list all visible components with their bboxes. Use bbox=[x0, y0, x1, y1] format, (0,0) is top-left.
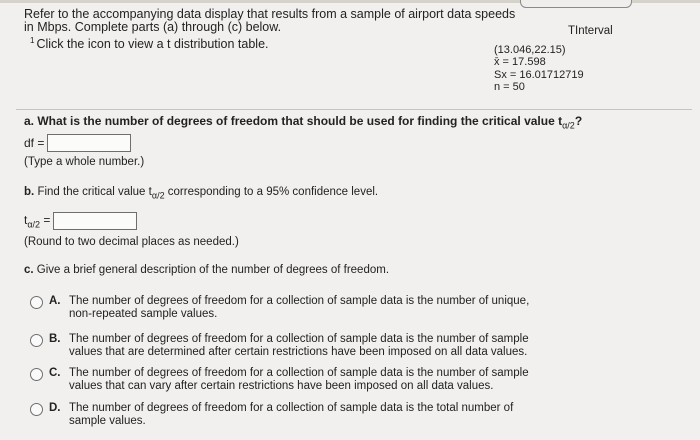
option-a-text: The number of degrees of freedom for a collection of sample data is the number of unique, non-repeated sample values. bbox=[69, 295, 530, 320]
option-c[interactable] bbox=[30, 367, 550, 393]
option-b-radio[interactable] bbox=[30, 334, 43, 347]
question-a bbox=[24, 114, 582, 130]
option-b-text: The number of degrees of freedom for a collection of sample data is the number of sample values that are determined after certain restrictions have been imposed on all data values. bbox=[69, 333, 529, 358]
option-b-letter: B. bbox=[49, 333, 61, 345]
option-c-radio[interactable] bbox=[30, 368, 43, 381]
critical-hint: (Round to two decimal places as needed.) bbox=[24, 236, 239, 248]
question-c bbox=[24, 264, 389, 276]
t-table-link[interactable]: Click the icon to view a t distribution table. bbox=[36, 37, 269, 52]
n-value: n = 50 bbox=[494, 81, 525, 93]
option-b[interactable] bbox=[30, 333, 550, 359]
intro-line-2: in Mbps. Complete parts (a) through (c) below. bbox=[24, 20, 282, 34]
critical-label: $t_{\alpha/2}$ = bbox=[24, 212, 51, 230]
part-c-label: c. bbox=[24, 264, 34, 276]
option-c-letter: C. bbox=[49, 367, 61, 379]
critical-value-input[interactable] bbox=[53, 212, 137, 230]
part-c-question: Give a brief general description of the number of degrees of freedom. bbox=[36, 264, 390, 276]
sx-value: Sx = 16.01712719 bbox=[494, 68, 584, 81]
part-b-label: b. bbox=[24, 186, 35, 198]
option-a[interactable] bbox=[30, 295, 550, 321]
part-a-question: What is the number of degrees of freedom that should be used for finding the critical value t bbox=[37, 114, 563, 128]
part-b-question: Find the critical value t bbox=[37, 186, 152, 198]
part-a-qmark: ? bbox=[574, 114, 583, 128]
tinterval-display bbox=[494, 25, 694, 94]
option-c-text: The number of degrees of freedom for a collection of sample data is the number of sample values that can vary after certain restrictions have been imposed on all data values. bbox=[69, 367, 529, 392]
interval-value: (13.046,22.15) bbox=[494, 43, 566, 56]
df-input[interactable] bbox=[47, 134, 131, 152]
part-b-question-end: corresponding to a 95% confidence level. bbox=[164, 186, 379, 198]
top-tab bbox=[520, 0, 632, 8]
part-a-subscript: α/2 bbox=[562, 120, 575, 131]
mean-value: x̄ = 17.598 bbox=[494, 56, 546, 68]
section-divider bbox=[16, 109, 692, 110]
tinterval-title: TInterval bbox=[568, 25, 613, 37]
df-hint: (Type a whole number.) bbox=[24, 156, 145, 168]
part-b-subscript: α/2 bbox=[151, 190, 165, 201]
option-a-radio[interactable] bbox=[30, 296, 43, 309]
option-d[interactable] bbox=[30, 402, 550, 428]
intro-line-3[interactable] bbox=[30, 34, 544, 51]
intro-line-1: Refer to the accompanying data display that results from a sample of airport data speeds bbox=[24, 7, 516, 21]
df-label: df = bbox=[24, 136, 45, 150]
df-answer-row bbox=[24, 134, 131, 152]
option-a-letter: A. bbox=[49, 295, 61, 307]
footnote-marker: 1 bbox=[30, 36, 35, 45]
problem-intro bbox=[24, 8, 544, 51]
critical-value-row bbox=[24, 212, 137, 230]
part-a-label: a. bbox=[24, 114, 35, 128]
option-d-letter: D. bbox=[49, 402, 61, 414]
question-b bbox=[24, 186, 378, 200]
option-d-radio[interactable] bbox=[30, 403, 43, 416]
option-d-text: The number of degrees of freedom for a collection of sample data is the total number of sample values. bbox=[69, 402, 514, 427]
